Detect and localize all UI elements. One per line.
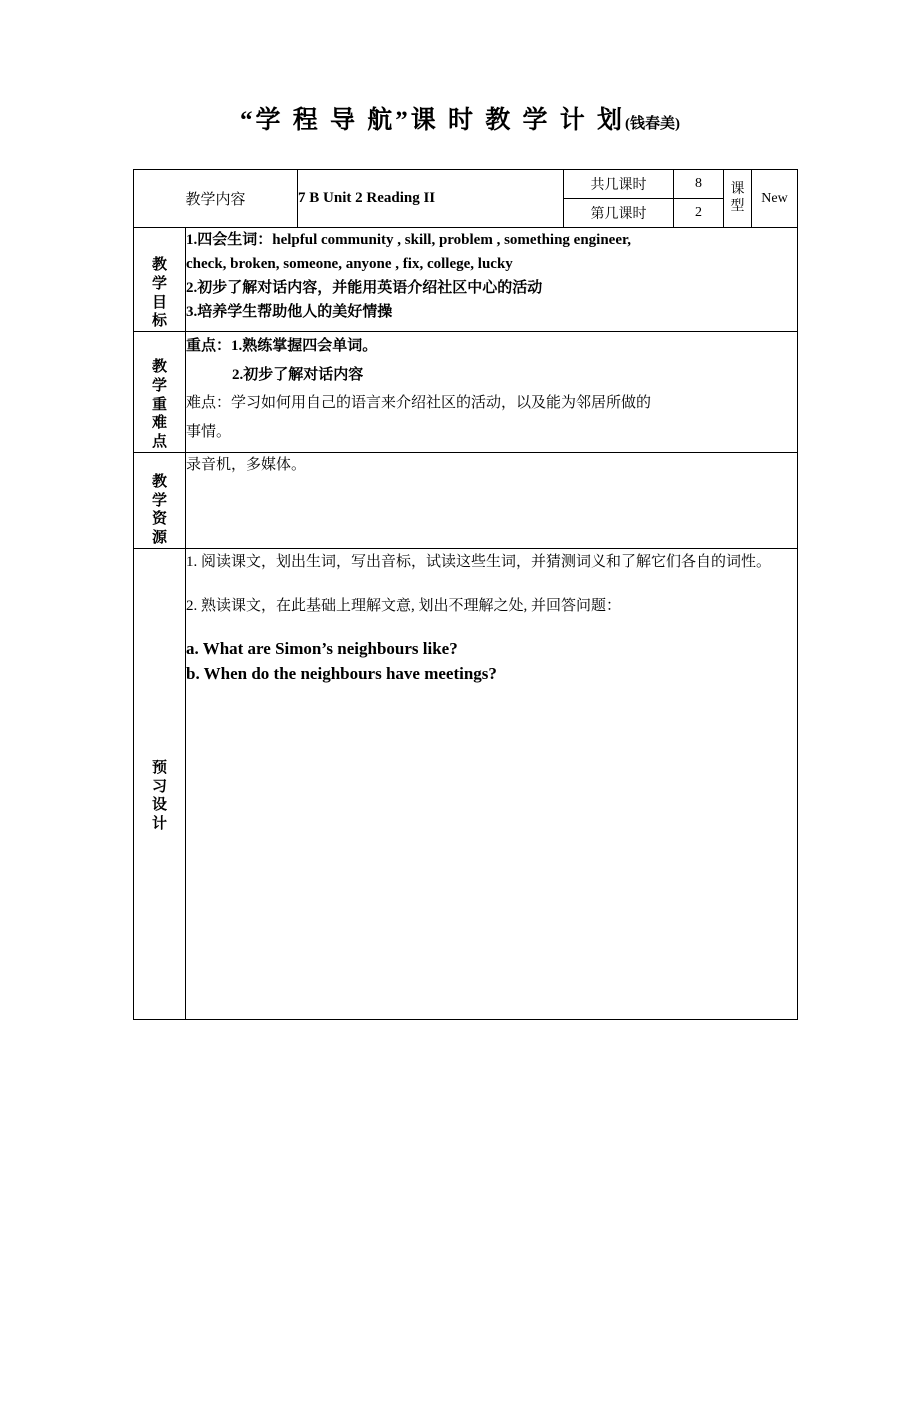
goals-label-char-2: 学: [151, 275, 167, 292]
document-page: [0, 106, 920, 1408]
focus-label-char-3: 重: [151, 396, 167, 413]
preview-label-char-2: 习: [151, 778, 167, 795]
table-row-goals: [134, 228, 798, 332]
focus-label-char-5: 点: [151, 434, 167, 450]
lesson-type-label-line2: 型: [730, 198, 745, 214]
focus-content: [186, 332, 798, 453]
lesson-type-label-line1: 课: [730, 181, 745, 197]
focus-key-point-1: 重点：1.熟练掌握四会单词。: [186, 338, 378, 354]
page-title-author: (钱春美): [625, 116, 680, 132]
preview-label-char-1: 预: [151, 759, 167, 776]
preview-item-2: 2. 熟读课文，在此基础上理解文意, 划出不理解之处, 并回答问题：: [186, 598, 622, 614]
which-period-value: 2: [674, 199, 724, 228]
total-periods-label: 共几课时: [564, 170, 674, 199]
resources-content: 录音机，多媒体。: [186, 452, 798, 548]
resources-label-char-3: 资: [151, 511, 167, 528]
resources-label-char-2: 学: [151, 492, 167, 509]
goals-line-1: 1.四会生词：helpful community , skill, problem , something engineer,: [186, 232, 632, 248]
goals-label-char-1: 教: [151, 257, 167, 273]
focus-difficulty-1: 难点：学习如何用自己的语言来介绍社区的活动，以及能为邻居所做的: [186, 395, 652, 411]
resources-label-char-1: 教: [151, 473, 167, 490]
lesson-type-label: [724, 170, 752, 228]
preview-question-b: b. When do the neighbours have meetings?: [186, 663, 497, 683]
goals-line-2: check, broken, someone, anyone , fix, college, lucky: [186, 256, 513, 272]
page-title-main: “学 程 导 航”课 时 教 学 计 划: [239, 107, 625, 134]
preview-label-char-4: 计: [151, 816, 167, 832]
teaching-content-value: 7 B Unit 2 Reading II: [298, 170, 564, 228]
focus-label-char-2: 学: [151, 377, 167, 394]
lesson-type-value: New: [752, 170, 798, 228]
preview-item-1: 1. 阅读课文，划出生词，写出音标，试读这些生词，并猜测词义和了解它们各自的词性。: [186, 553, 772, 570]
table-row-focus: [134, 332, 798, 453]
page-title: [0, 106, 920, 136]
goals-line-3: 2.初步了解对话内容，并能用英语介绍社区中心的活动: [186, 280, 543, 296]
preview-question-a: a. What are Simon’s neighbours like?: [186, 639, 458, 659]
lesson-plan-table: [133, 169, 798, 1020]
goals-content: [186, 228, 798, 332]
resources-label-char-4: 源: [151, 530, 167, 546]
goals-line-4: 3.培养学生帮助他人的美好情操: [186, 304, 393, 320]
table-row-preview: [134, 548, 798, 1019]
preview-label: [134, 548, 186, 1019]
resources-label: [134, 452, 186, 548]
goals-label: [134, 228, 186, 332]
goals-label-char-3: 目: [151, 294, 167, 311]
teaching-content-label: 教学内容: [134, 170, 298, 228]
preview-content: [186, 548, 798, 1019]
focus-label-char-1: 教: [151, 359, 167, 375]
focus-key-point-2: 2.初步了解对话内容: [232, 366, 364, 383]
focus-difficulty-2: 事情。: [186, 423, 232, 440]
focus-label: [134, 332, 186, 453]
total-periods-value: 8: [674, 170, 724, 199]
which-period-label: 第几课时: [564, 199, 674, 228]
table-row-resources: [134, 452, 798, 548]
goals-label-char-4: 标: [151, 313, 167, 330]
focus-label-char-4: 难: [151, 415, 167, 432]
preview-label-char-3: 设: [151, 797, 167, 814]
table-row-header-top: [134, 170, 798, 199]
